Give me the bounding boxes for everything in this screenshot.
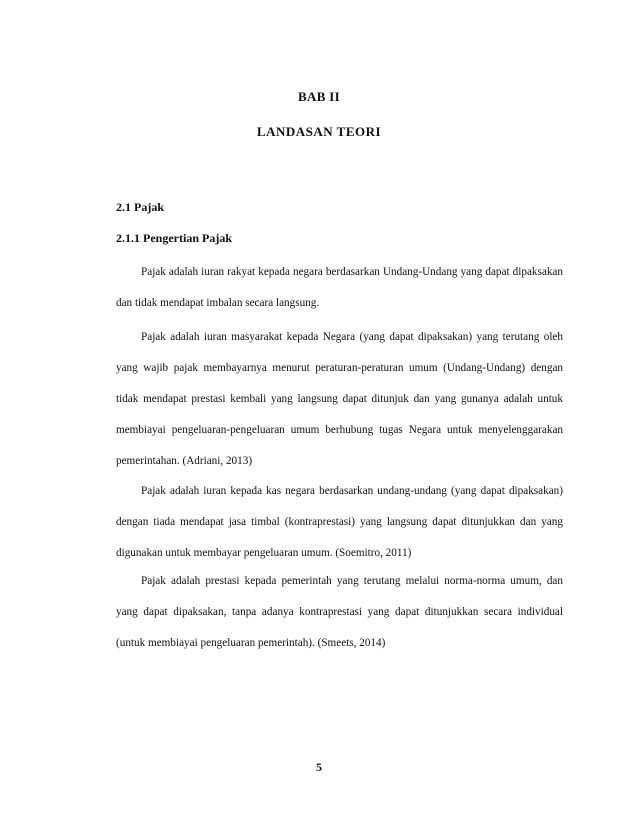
- paragraph-3: Pajak adalah iuran kepada kas negara berdasarkan undang-undang (yang dapat dipaksakan) dengan tiada mendapat jasa timbal (kontraprestasi) yang langsung dapat ditunjukkan dan yang digunakan untuk membayar pengeluaran umum. (Soemitro, 2011): [116, 485, 563, 559]
- page-number: 5: [316, 760, 322, 774]
- chapter-title: LANDASAN TEORI: [256, 124, 382, 139]
- paragraph-2: Pajak adalah iuran masyarakat kepada Negara (yang dapat dipaksakan) yang terutang oleh yang wajib pajak membayarnya menurut peraturan-peraturan umum (Undang-Undang) dengan tidak mendapat prestasi kembali yang langsung dapat ditunjuk dan yang gunanya adalah untuk membiayai pengeluaran-pengeluaran umum berhubung tugas Negara untuk menyelenggarakan pemerintahan. (Adriani, 2013): [116, 331, 563, 467]
- paragraph-1: Pajak adalah iuran rakyat kepada negara berdasarkan Undang-Undang yang dapat dipaksakan dan tidak mendapat imbalan secara langsung.: [116, 266, 563, 309]
- subsection-heading: 2.1.1 Pengertian Pajak: [116, 231, 232, 245]
- paragraph-4: Pajak adalah prestasi kepada pemerintah yang terutang melalui norma-norma umum, dan yang dapat dipaksakan, tanpa adanya kontraprestasi yang dapat ditunjukkan secara individual (untuk membiayai pengeluaran pemerintah). (Smeets, 2014): [116, 575, 563, 649]
- section-heading: 2.1 Pajak: [116, 200, 164, 214]
- chapter-number: BAB II: [298, 89, 340, 104]
